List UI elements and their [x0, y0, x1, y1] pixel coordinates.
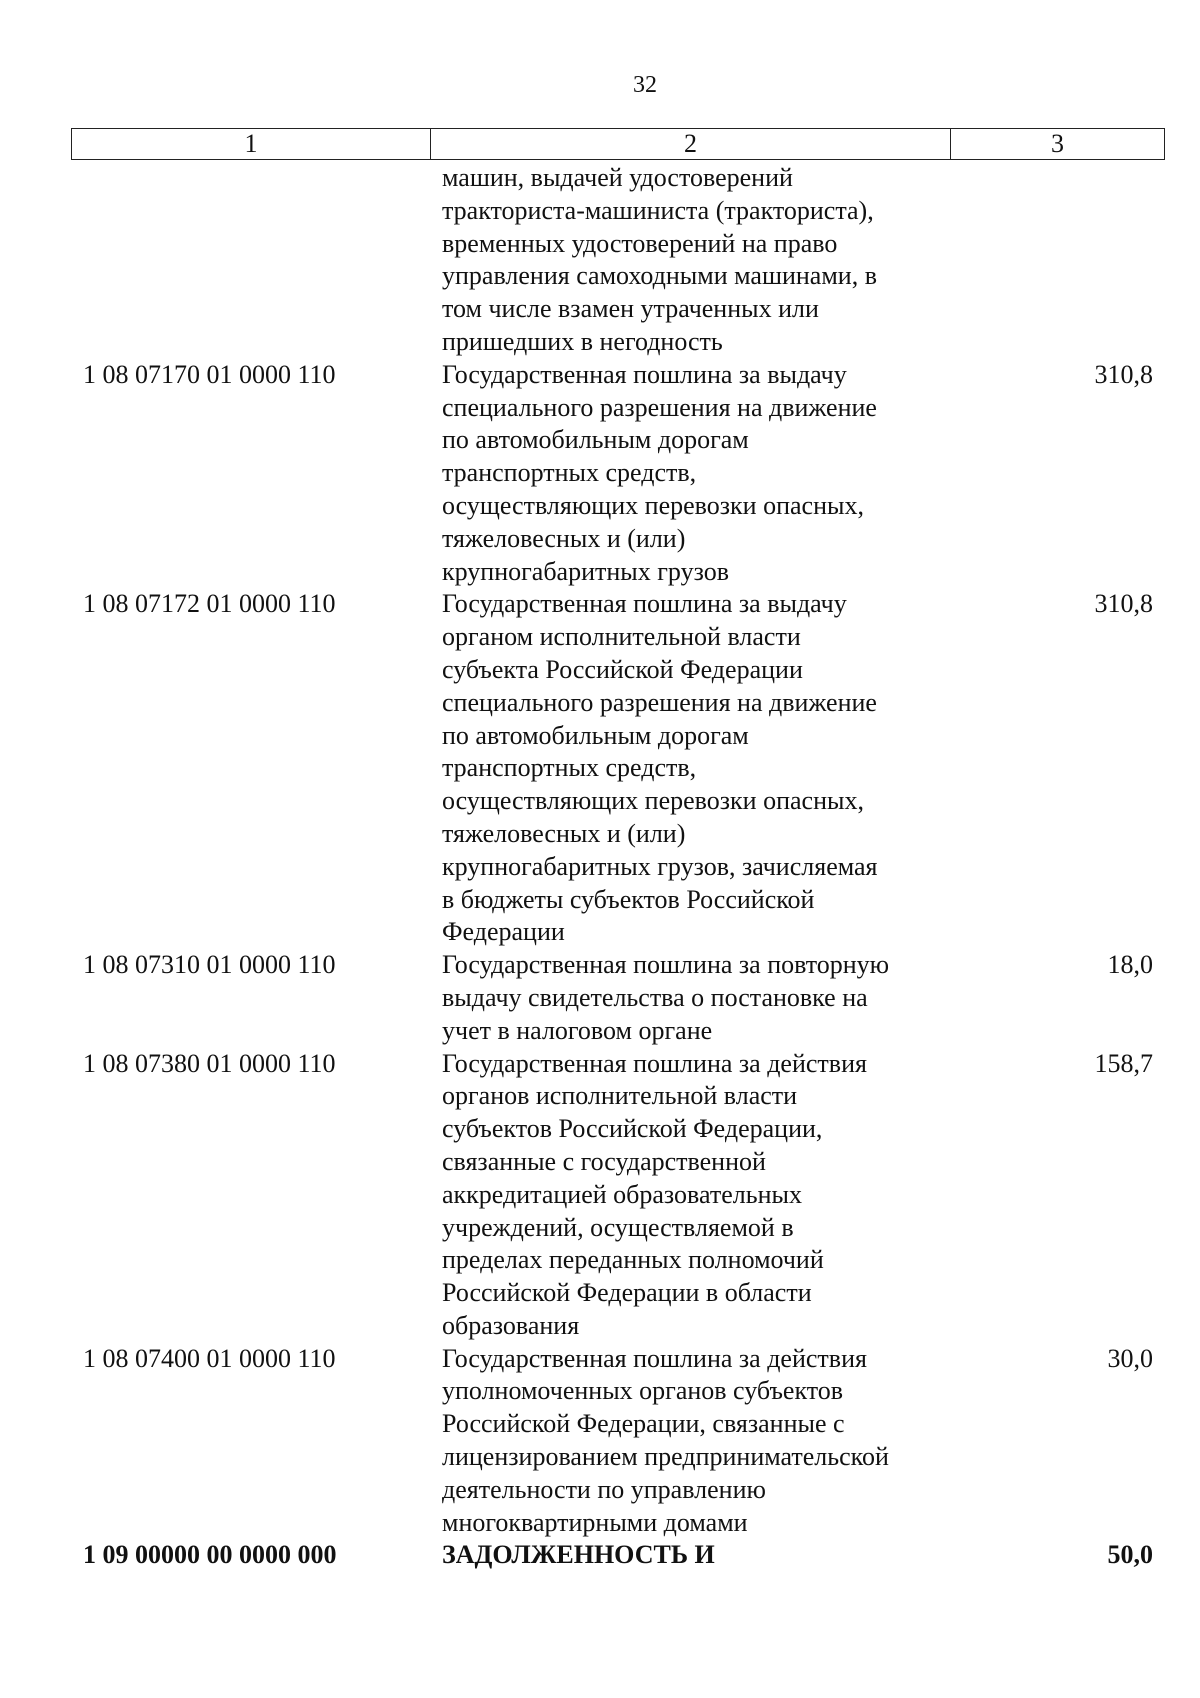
table-row: [71, 1343, 1165, 1540]
row-description: Государственная пошлина за выдачу специального разрешения на движение по автомобильным дорогам транспортных средств, осуществляющих перевозки опасных, тяжеловесных и (или) крупногабаритных грузов: [442, 359, 877, 586]
row-value: 18,0: [1107, 950, 1153, 980]
row-description: Государственная пошлина за действия органов исполнительной власти субъектов Российской Федерации, связанные с государственной аккредитацией образовательных учреждений, осуществляемой в пределах переданных полномочий Российской Федерации в области образования: [442, 1048, 867, 1340]
page-number: 32: [633, 72, 657, 98]
row-description: Государственная пошлина за действия уполномоченных органов субъектов Российской Федерации, связанные с лицензированием предпринимательской деятельности по управлению многоквартирными домами: [442, 1343, 889, 1537]
table-row: [71, 1048, 1165, 1343]
row-value: 310,8: [1094, 359, 1153, 389]
row-value: 310,8: [1094, 589, 1153, 619]
row-code: 1 08 07400 01 0000 110: [83, 1343, 336, 1373]
row-code: 1 08 07380 01 0000 110: [83, 1048, 336, 1078]
table-row: [71, 359, 1165, 589]
row-code: 1 09 00000 00 0000 000: [83, 1540, 337, 1570]
row-description: машин, выдачей удостоверений тракториста-машиниста (тракториста), временных удостоверений на право управления самоходными машинами, в том числе взамен утраченных или пришедших в негодность: [442, 163, 877, 356]
header-cell-value: 3: [1051, 129, 1064, 158]
row-code: 1 08 07310 01 0000 110: [83, 950, 336, 980]
header-cell-description: 2: [431, 129, 951, 159]
row-value: 30,0: [1107, 1343, 1153, 1373]
table-row: [71, 1539, 1165, 1572]
header-cell-code: 1: [72, 129, 431, 159]
table-row: [71, 162, 1165, 359]
row-description: Государственная пошлина за повторную выдачу свидетельства о постановке на учет в налоговом органе: [442, 950, 890, 1045]
row-code: 1 08 07172 01 0000 110: [83, 589, 336, 619]
row-value: 50,0: [1107, 1540, 1153, 1570]
row-value: 158,7: [1094, 1048, 1153, 1078]
row-description: ЗАДОЛЖЕННОСТЬ И: [442, 1540, 715, 1570]
table-body: [71, 162, 1165, 1572]
table-header: [71, 128, 1165, 160]
table-row: [71, 949, 1165, 1047]
row-description: Государственная пошлина за выдачу органом исполнительной власти субъекта Российской Федерации специального разрешения на движение по автомобильным дорогам транспортных средств, осуществляющих перевозки опасных, тяжеловесных и (или) крупногабаритных грузов, зачисляемая в бюджеты субъектов Российской Федерации: [442, 589, 878, 947]
row-code: 1 08 07170 01 0000 110: [83, 359, 336, 389]
table-row: [71, 588, 1165, 949]
